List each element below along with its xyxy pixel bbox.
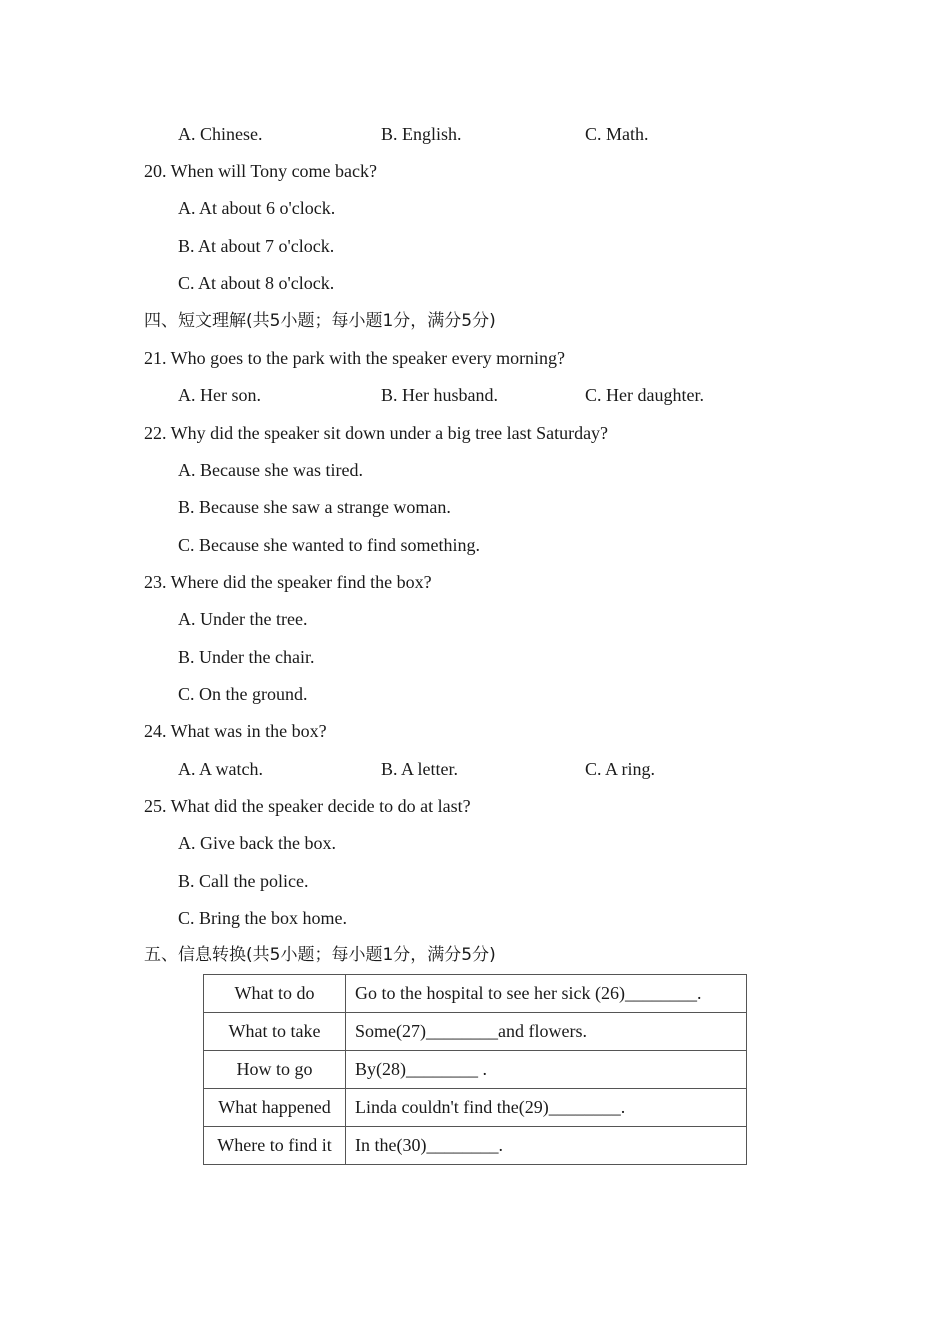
row-label: What to do: [204, 975, 346, 1013]
q24-question: 24. What was in the box?: [144, 721, 327, 741]
row-label: How to go: [204, 1051, 346, 1089]
q22-option-a: A. Because she was tired.: [178, 460, 363, 480]
info-table: [203, 974, 747, 1165]
row-content: Linda couldn't find the(29)________.: [346, 1089, 747, 1127]
q25-option-b: B. Call the police.: [178, 871, 309, 891]
q21-option-a: A. Her son.: [178, 385, 261, 405]
q23-option-a: A. Under the tree.: [178, 609, 308, 629]
q22-option-b: B. Because she saw a strange woman.: [178, 497, 451, 517]
table-row: [204, 1089, 747, 1127]
q19-option-a: A. Chinese.: [178, 124, 263, 144]
row-content: By(28)________ .: [346, 1051, 747, 1089]
table-row: [204, 1013, 747, 1051]
q22-question: 22. Why did the speaker sit down under a big tree last Saturday?: [144, 423, 609, 443]
q21-option-c: C. Her daughter.: [585, 385, 704, 405]
q19-option-c: C. Math.: [585, 124, 649, 144]
q24-option-c: C. A ring.: [585, 759, 656, 779]
row-label: What to take: [204, 1013, 346, 1051]
q23-question: 23. Where did the speaker find the box?: [144, 572, 432, 592]
q25-question: 25. What did the speaker decide to do at last?: [144, 796, 471, 816]
q20-question: 20. When will Tony come back?: [144, 161, 378, 181]
q25-option-c: C. Bring the box home.: [178, 908, 347, 928]
q21-option-b: B. Her husband.: [381, 385, 498, 405]
row-label: Where to find it: [204, 1127, 346, 1165]
row-label: What happened: [204, 1089, 346, 1127]
q19-option-b: B. English.: [381, 124, 462, 144]
q21-question: 21. Who goes to the park with the speaker every morning?: [144, 348, 566, 368]
section4-heading: 四、短文理解(共5小题；每小题1分，满分5分): [144, 311, 496, 331]
row-content: In the(30)________.: [346, 1127, 747, 1165]
q20-option-c: C. At about 8 o'clock.: [178, 273, 335, 293]
q23-option-b: B. Under the chair.: [178, 647, 315, 667]
q25-option-a: A. Give back the box.: [178, 833, 336, 853]
q23-option-c: C. On the ground.: [178, 684, 308, 704]
q20-option-b: B. At about 7 o'clock.: [178, 236, 335, 256]
q24-option-b: B. A letter.: [381, 759, 459, 779]
row-content: Some(27)________and flowers.: [346, 1013, 747, 1051]
q22-option-c: C. Because she wanted to find something.: [178, 535, 480, 555]
section5-heading: 五、信息转换(共5小题；每小题1分，满分5分): [144, 945, 496, 965]
table-row: [204, 1127, 747, 1165]
table-row: [204, 975, 747, 1013]
row-content: Go to the hospital to see her sick (26)________.: [346, 975, 747, 1013]
q24-option-a: A. A watch.: [178, 759, 263, 779]
table-row: [204, 1051, 747, 1089]
q20-option-a: A. At about 6 o'clock.: [178, 198, 336, 218]
